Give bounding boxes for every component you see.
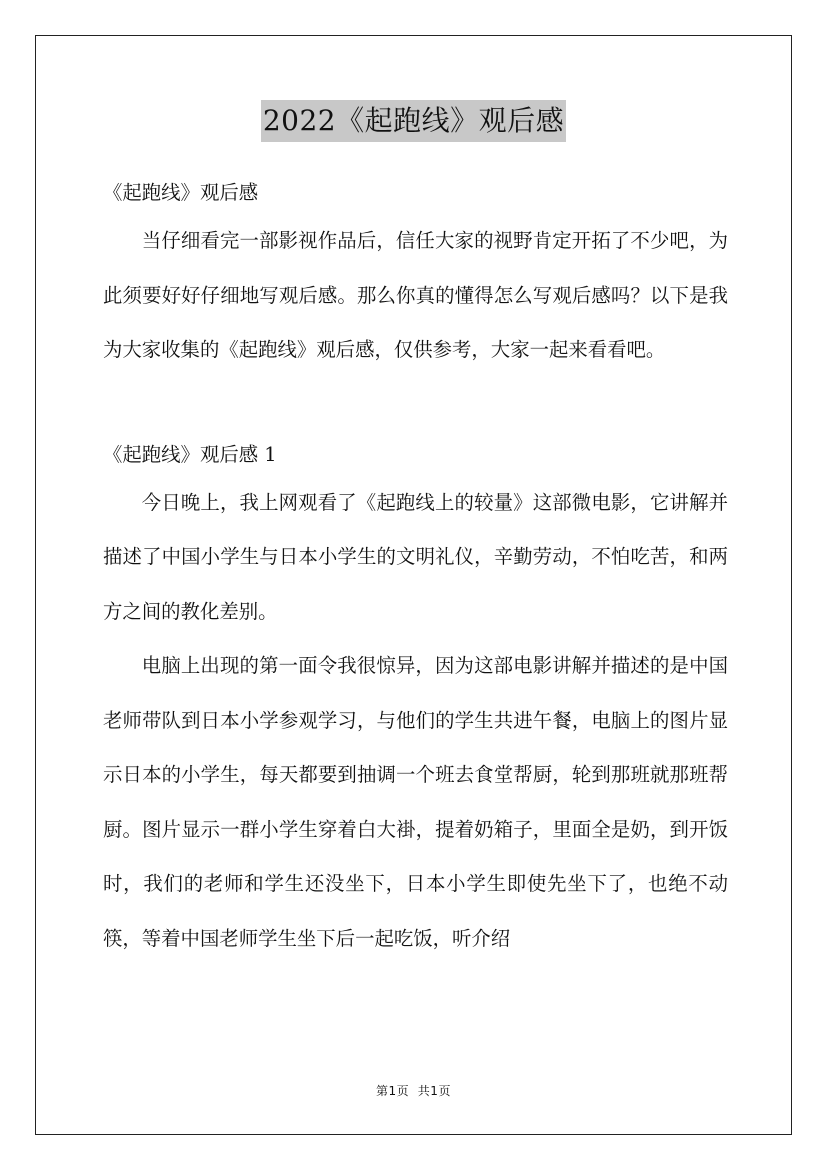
- page-number-label: 第1页 共1页: [376, 1084, 451, 1098]
- document-body: [103, 178, 728, 966]
- intro-paragraph: 当仔细看完一部影视作品后，信任大家的视野肯定开拓了不少吧，为此须要好好仔细地写观后感。那么你真的懂得怎么写观后感吗？以下是我为大家收集的《起跑线》观后感，仅供参考，大家一起来看看吧。: [103, 229, 728, 361]
- page-footer: [0, 1082, 827, 1099]
- section-heading-intro: 《起跑线》观后感: [103, 181, 259, 204]
- body-paragraph-1: 今日晚上，我上网观看了《起跑线上的较量》这部微电影，它讲解并描述了中国小学生与日本小学生的文明礼仪，辛勤劳动，不怕吃苦，和两方之间的教化差别。: [103, 490, 728, 623]
- title-container: [0, 100, 827, 142]
- section-gap: [103, 378, 728, 440]
- section-heading-1: 《起跑线》观后感 1: [103, 442, 277, 466]
- body-paragraph-2: 电脑上出现的第一面令我很惊异，因为这部电影讲解并描述的是中国老师带队到日本小学参观学习，与他们的学生共进午餐，电脑上的图片显示日本的小学生，每天都要到抽调一个班去食堂帮厨，轮到那班就那班帮厨。图片显示一群小学生穿着白大褂，提着奶箱子，里面全是奶，到开饭时，我们的老师和学生还没坐下，日本小学生即使先坐下了，也绝不动筷，等着中国老师学生坐下后一起吃饭，听介绍: [103, 654, 728, 950]
- document-title: 2022《起跑线》观后感: [261, 100, 566, 142]
